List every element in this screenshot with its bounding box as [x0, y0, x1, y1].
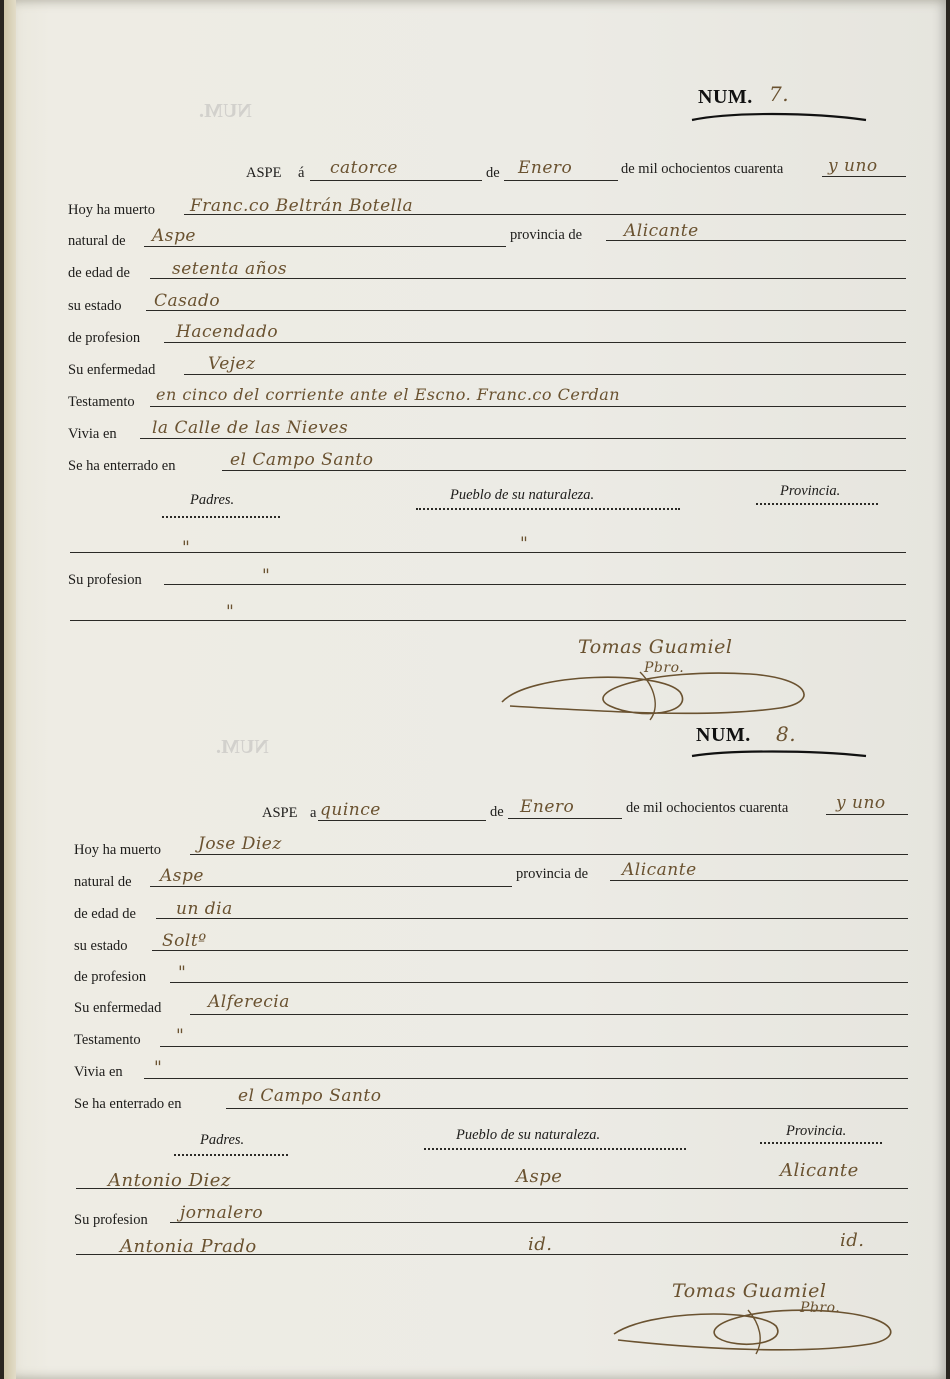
parents-header-rule — [174, 1154, 288, 1156]
age-value: un dia — [176, 899, 233, 919]
deceased-name: Franc.co Beltrán Botella — [190, 196, 414, 216]
mother-name: " — [226, 602, 235, 622]
year-line — [826, 814, 908, 815]
father-profession-line — [170, 1222, 908, 1223]
burial-label: Se ha enterrado en — [74, 1096, 182, 1112]
age-line — [156, 918, 908, 919]
profession-line — [170, 982, 908, 983]
day-line — [318, 820, 486, 821]
month-line — [508, 818, 622, 819]
profession-label: de profesion — [74, 969, 147, 985]
marital-status-line — [146, 310, 906, 311]
birthplace-value: Aspe — [160, 866, 204, 886]
profession-label: de profesion — [68, 330, 141, 346]
deceased-line — [190, 854, 908, 855]
town-label: ASPE — [246, 165, 282, 181]
town-prep: a — [310, 805, 317, 821]
province-value: Alicante — [622, 860, 697, 880]
record-number-value: 8. — [776, 722, 797, 746]
year-line — [822, 176, 906, 177]
will-label: Testamento — [68, 394, 135, 410]
age-label: de edad de — [68, 265, 130, 281]
record-number-label: NUM. — [698, 86, 753, 108]
hometown-header: Pueblo de su naturaleza. — [450, 487, 595, 503]
marital-status-value: Casado — [154, 291, 221, 311]
age-label: de edad de — [74, 906, 136, 922]
town-label: ASPE — [262, 805, 298, 821]
birthplace-line — [150, 886, 512, 887]
year-suffix-value: y uno — [828, 156, 878, 176]
illness-label: Su enfermedad — [74, 1000, 162, 1016]
illness-value: Vejez — [208, 354, 256, 374]
day-value: catorce — [330, 158, 398, 178]
will-line — [160, 1046, 908, 1047]
burial-value: el Campo Santo — [230, 450, 374, 470]
province-label: provincia de — [516, 866, 589, 882]
bleed-through-mark: NUM. — [199, 100, 252, 122]
father-profession-value: " — [262, 566, 271, 586]
priest-title: Pbro. — [800, 1300, 841, 1316]
father-hometown: " — [520, 534, 529, 554]
mother-line — [70, 620, 906, 621]
profession-line — [164, 342, 906, 343]
province-line — [610, 880, 908, 881]
year-suffix-value: y uno — [836, 793, 886, 813]
residence-line — [144, 1078, 908, 1079]
bleed-through-mark: NUM. — [216, 736, 269, 758]
register-page — [4, 0, 946, 1379]
deceased-label: Hoy ha muerto — [68, 202, 155, 218]
signature-rubric — [608, 1300, 908, 1356]
father-profession-label: Su profesion — [74, 1212, 148, 1228]
de-label: de — [490, 804, 504, 820]
will-label: Testamento — [74, 1032, 141, 1048]
town-prep: á — [298, 165, 305, 181]
residence-label: Vivia en — [68, 426, 117, 442]
marital-status-label: su estado — [74, 938, 128, 954]
father-name: " — [182, 538, 191, 558]
father-line — [70, 552, 906, 553]
age-line — [150, 278, 906, 279]
mother-name: Antonia Prado — [120, 1236, 257, 1257]
parents-province-header-rule — [760, 1142, 882, 1144]
birthplace-label: natural de — [68, 233, 126, 249]
priest-title: Pbro. — [644, 660, 685, 676]
mother-hometown: id. — [528, 1234, 553, 1255]
burial-value: el Campo Santo — [238, 1086, 382, 1106]
de-label: de — [486, 165, 500, 181]
father-name: Antonio Diez — [108, 1170, 231, 1191]
marital-status-value: Soltº — [162, 931, 207, 951]
will-line — [150, 406, 906, 407]
age-value: setenta años — [172, 259, 288, 279]
parents-province-header-rule — [756, 503, 878, 505]
parents-header-rule — [162, 516, 280, 518]
hometown-header-rule — [416, 508, 680, 510]
deceased-line — [184, 214, 906, 215]
father-province: Alicante — [780, 1160, 859, 1181]
parents-header: Padres. — [190, 492, 235, 508]
month-line — [504, 180, 618, 181]
illness-label: Su enfermedad — [68, 362, 156, 378]
will-value: en cinco del corriente ante el Escno. Franc.co Cerdan — [156, 385, 621, 404]
residence-value: la Calle de las Nieves — [152, 418, 349, 438]
profession-value: Hacendado — [176, 322, 279, 342]
birthplace-line — [144, 246, 506, 247]
parents-province-header: Provincia. — [786, 1123, 847, 1139]
burial-line — [226, 1108, 908, 1109]
illness-value: Alferecia — [208, 992, 290, 1012]
mother-province: id. — [840, 1230, 865, 1251]
burial-label: Se ha enterrado en — [68, 458, 176, 474]
parents-header: Padres. — [200, 1132, 245, 1148]
residence-label: Vivia en — [74, 1064, 123, 1080]
father-profession-value: jornalero — [180, 1203, 264, 1223]
day-line — [310, 180, 482, 181]
record-number-value: 7. — [769, 82, 790, 106]
parents-province-header: Provincia. — [780, 483, 841, 499]
father-profession-label: Su profesion — [68, 572, 142, 588]
priest-signature: Tomas Guamiel — [578, 636, 733, 658]
day-value: quince — [320, 800, 381, 820]
month-value: Enero — [520, 797, 575, 817]
page-binding — [4, 0, 16, 1379]
illness-line — [184, 374, 906, 375]
illness-line — [190, 1014, 908, 1015]
number-flourish — [690, 748, 870, 768]
mother-line — [76, 1254, 908, 1255]
will-value: " — [176, 1026, 185, 1046]
month-value: Enero — [518, 158, 573, 178]
marital-status-label: su estado — [68, 298, 122, 314]
province-label: provincia de — [510, 227, 583, 243]
hometown-header: Pueblo de su naturaleza. — [456, 1127, 601, 1143]
province-value: Alicante — [624, 221, 699, 241]
record-number-label: NUM. — [696, 724, 751, 746]
marital-status-line — [152, 950, 908, 951]
father-line — [76, 1188, 908, 1189]
deceased-name: Jose Diez — [198, 834, 282, 854]
province-line — [606, 240, 906, 241]
father-hometown: Aspe — [516, 1166, 563, 1187]
number-flourish — [690, 108, 870, 128]
father-profession-line — [164, 584, 906, 585]
year-label: de mil ochocientos cuarenta — [621, 161, 784, 177]
year-label: de mil ochocientos cuarenta — [626, 800, 789, 816]
profession-value: " — [178, 963, 187, 983]
signature-rubric — [490, 662, 820, 724]
birthplace-value: Aspe — [152, 226, 196, 246]
residence-line — [140, 438, 906, 439]
birthplace-label: natural de — [74, 874, 132, 890]
priest-signature: Tomas Guamiel — [672, 1280, 827, 1302]
residence-value: " — [154, 1058, 163, 1078]
burial-line — [222, 470, 906, 471]
hometown-header-rule — [424, 1148, 686, 1150]
deceased-label: Hoy ha muerto — [74, 842, 161, 858]
